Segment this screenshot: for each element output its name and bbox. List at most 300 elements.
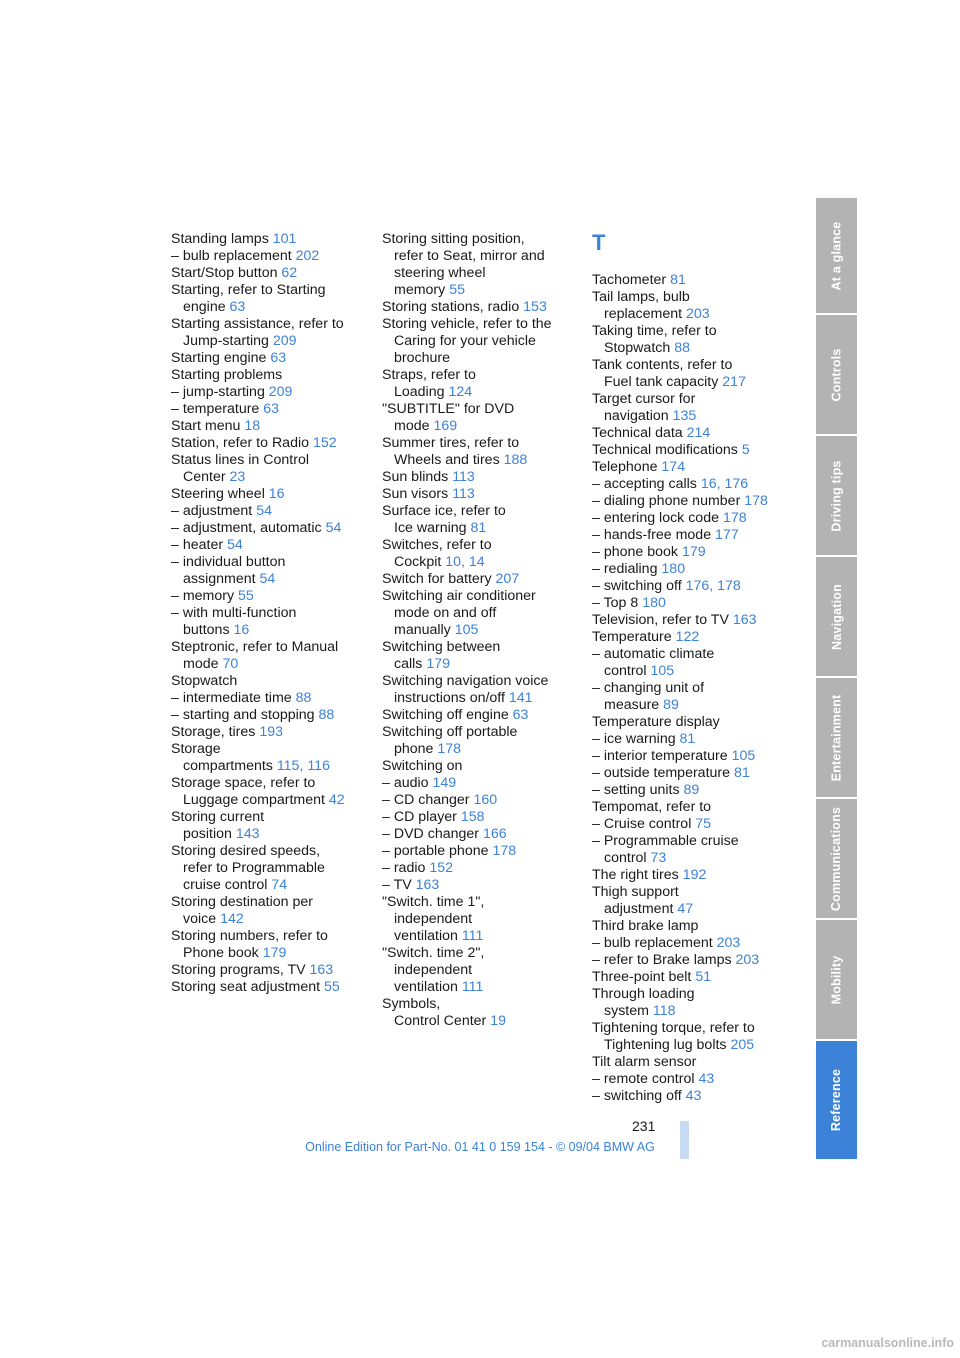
index-entry xyxy=(382,894,582,911)
page-ref-link[interactable]: 47 xyxy=(677,901,694,917)
index-term: – refer to Brake lamps xyxy=(592,952,736,968)
index-term: Fuel tank capacity xyxy=(604,374,723,390)
index-entry xyxy=(171,928,371,945)
page-ref-link[interactable]: 176 xyxy=(685,578,710,594)
page-ref-link[interactable]: 55 xyxy=(449,282,465,298)
index-entry xyxy=(382,571,582,588)
index-entry xyxy=(382,350,582,367)
page-ref-link[interactable]: 54 xyxy=(227,537,243,553)
index-entry xyxy=(592,833,792,850)
index-entry xyxy=(382,775,582,792)
page-ref-link[interactable]: 89 xyxy=(683,782,700,798)
index-entry xyxy=(592,442,792,459)
page-ref-link[interactable]: 81 xyxy=(733,765,750,781)
page-ref-link[interactable]: 217 xyxy=(722,374,746,390)
index-term: Switching off portable xyxy=(382,724,518,740)
index-term: Switch for battery xyxy=(382,571,496,587)
index-term: Station, refer to Radio xyxy=(171,435,313,451)
page-ref-link[interactable]: 75 xyxy=(695,816,712,832)
index-entry xyxy=(382,537,582,554)
side-tab-label: Navigation xyxy=(829,583,844,650)
side-tab-label: Entertainment xyxy=(829,694,844,781)
index-entry xyxy=(171,571,371,588)
index-entry xyxy=(592,595,792,612)
index-term: Storing vehicle, refer to the xyxy=(382,316,552,332)
index-entry xyxy=(382,741,582,758)
index-term: Storage xyxy=(171,741,221,757)
page-ref-link[interactable]: 180 xyxy=(661,561,686,577)
index-term: "Switch. time 2", xyxy=(382,945,485,961)
index-entry xyxy=(592,799,792,816)
index-entry xyxy=(592,1088,792,1105)
page-ref-link[interactable]: 54 xyxy=(256,503,272,519)
index-term: Jump-starting xyxy=(183,333,273,349)
index-entry xyxy=(382,435,582,452)
index-entry xyxy=(592,391,792,408)
index-term: replacement xyxy=(604,306,687,322)
page-ref-link[interactable]: 141 xyxy=(508,690,533,706)
index-term: Starting assistance, refer to xyxy=(171,316,344,332)
page-ref-link[interactable]: 23 xyxy=(229,469,246,485)
index-term: Sun visors xyxy=(382,486,453,502)
index-term: Storing numbers, refer to xyxy=(171,928,328,944)
index-entry xyxy=(171,231,371,248)
index-entry xyxy=(171,435,371,452)
index-entry xyxy=(592,612,792,629)
index-term: voice xyxy=(183,911,221,927)
index-entry xyxy=(382,401,582,418)
side-tabs xyxy=(816,198,857,1161)
page-ref-link[interactable]: 203 xyxy=(716,935,741,951)
index-entry xyxy=(382,911,582,928)
index-term: – changing unit of xyxy=(592,680,705,696)
index-term: – ice warning xyxy=(592,731,680,747)
page-ref-link[interactable]: 73 xyxy=(650,850,667,866)
side-tab-label: Reference xyxy=(829,1068,844,1132)
index-column-2 xyxy=(382,231,582,1030)
index-entry xyxy=(382,758,582,775)
index-term: Telephone xyxy=(592,459,662,475)
page-ref-link[interactable]: 70 xyxy=(222,656,239,672)
index-term: compartments xyxy=(183,758,277,774)
page-ref-link[interactable]: 158 xyxy=(460,809,485,825)
index-entry xyxy=(382,979,582,996)
index-term: Tank contents, refer to xyxy=(592,357,733,373)
page-ref-link[interactable]: 178 xyxy=(492,843,517,859)
index-term: Starting, refer to Starting xyxy=(171,282,326,298)
page-ref-link[interactable]: 177 xyxy=(715,527,739,543)
index-term: Temperature xyxy=(592,629,676,645)
page-ref-separator: , xyxy=(716,476,725,492)
index-entry xyxy=(171,520,371,537)
index-term: Switching air conditioner xyxy=(382,588,536,604)
index-entry xyxy=(171,741,371,758)
side-tab-driving-tips[interactable] xyxy=(816,436,857,557)
index-entry xyxy=(382,452,582,469)
index-entry xyxy=(592,476,792,493)
index-entry xyxy=(592,289,792,306)
index-entry xyxy=(592,1071,792,1088)
page-ref-link[interactable]: 118 xyxy=(652,1003,676,1019)
index-entry xyxy=(382,656,582,673)
page-ref-link[interactable]: 203 xyxy=(735,952,760,968)
page-ref-link[interactable]: 207 xyxy=(495,571,520,587)
index-term: Control Center xyxy=(394,1013,491,1029)
index-entry xyxy=(171,826,371,843)
page-ref-link[interactable]: 179 xyxy=(681,544,706,560)
page-ref-link[interactable]: 152 xyxy=(429,860,453,876)
index-entry xyxy=(592,1003,792,1020)
page-ref-link[interactable]: 88 xyxy=(674,340,690,356)
index-entry xyxy=(171,282,371,299)
index-term: independent xyxy=(394,962,473,978)
index-entry xyxy=(592,578,792,595)
index-term: Steering wheel xyxy=(171,486,269,502)
page-ref-link[interactable]: 203 xyxy=(686,306,710,322)
index-term: brochure xyxy=(394,350,450,366)
index-term: – with multi-function xyxy=(171,605,297,621)
side-tab-label: Mobility xyxy=(829,955,844,1004)
index-term: Storing destination per xyxy=(171,894,313,910)
page-ref-link[interactable]: 55 xyxy=(324,979,340,995)
index-term: Switches, refer to xyxy=(382,537,492,553)
index-entry xyxy=(382,707,582,724)
page-ref-link[interactable]: 163 xyxy=(415,877,440,893)
index-entry xyxy=(171,554,371,571)
index-entry xyxy=(171,503,371,520)
page-ref-link[interactable]: 209 xyxy=(268,384,293,400)
index-entry xyxy=(171,367,371,384)
page-ref-link[interactable]: 178 xyxy=(437,741,462,757)
index-term: system xyxy=(604,1003,653,1019)
page-ref-link[interactable]: 105 xyxy=(731,748,756,764)
index-term: – remote control xyxy=(592,1071,699,1087)
index-entry xyxy=(171,469,371,486)
index-term: calls xyxy=(394,656,427,672)
page-ref-link[interactable]: 142 xyxy=(220,911,244,927)
index-entry xyxy=(382,231,582,248)
index-entry xyxy=(171,962,371,979)
index-entry xyxy=(171,843,371,860)
index-term: adjustment xyxy=(604,901,678,917)
page-ref-link[interactable]: 43 xyxy=(685,1088,702,1104)
index-entry xyxy=(382,503,582,520)
index-term: – entering lock code xyxy=(592,510,723,526)
page-ref-link[interactable]: 188 xyxy=(503,452,528,468)
page-ref-link[interactable]: 19 xyxy=(490,1013,506,1029)
watermark: carmanualsonline.info xyxy=(821,1336,954,1350)
index-term: position xyxy=(183,826,236,842)
side-tab-label: Communications xyxy=(829,806,844,911)
index-term: mode xyxy=(394,418,434,434)
index-entry xyxy=(171,350,371,367)
index-entry xyxy=(592,561,792,578)
index-term: Symbols, xyxy=(382,996,441,1012)
page-ref-link[interactable]: 153 xyxy=(523,299,547,315)
page-ref-link[interactable]: 149 xyxy=(432,775,457,791)
index-term: – audio xyxy=(382,775,433,791)
index-entry xyxy=(592,714,792,731)
index-entry xyxy=(171,877,371,894)
section-letter: T xyxy=(592,230,606,255)
index-term: Three-point belt xyxy=(592,969,696,985)
index-entry xyxy=(382,282,582,299)
index-entry xyxy=(382,792,582,809)
page-ref-link[interactable]: 55 xyxy=(238,588,254,604)
index-entry xyxy=(171,333,371,350)
page-ref-link[interactable]: 202 xyxy=(295,248,320,264)
page-number: 231 xyxy=(632,1118,656,1134)
page-ref-link[interactable]: 116 xyxy=(307,758,330,774)
page-ref-link[interactable]: 81 xyxy=(679,731,696,747)
index-term: – CD changer xyxy=(382,792,474,808)
index-entry xyxy=(592,629,792,646)
index-term: – Top 8 xyxy=(592,595,643,611)
index-entry xyxy=(382,316,582,333)
page-ref-link[interactable]: 152 xyxy=(312,435,337,451)
page-ref-link[interactable]: 89 xyxy=(663,697,679,713)
index-entry xyxy=(171,418,371,435)
index-term: Storing programs, TV xyxy=(171,962,310,978)
page-ref-link[interactable]: 16 xyxy=(700,476,717,492)
page-ref-link[interactable]: 115 xyxy=(276,758,300,774)
page-ref-link[interactable]: 54 xyxy=(325,520,342,536)
index-term: Target cursor for xyxy=(592,391,696,407)
index-entry xyxy=(171,316,371,333)
index-term: steering wheel xyxy=(394,265,486,281)
index-term: Technical modifications xyxy=(592,442,742,458)
index-term: – radio xyxy=(382,860,430,876)
index-entry xyxy=(382,486,582,503)
side-tab-controls[interactable] xyxy=(816,315,857,436)
page-ref-link[interactable]: 105 xyxy=(650,663,675,679)
side-tab-entertainment[interactable] xyxy=(816,678,857,799)
index-entry xyxy=(171,656,371,673)
index-entry xyxy=(592,816,792,833)
index-term: cruise control xyxy=(183,877,272,893)
index-entry xyxy=(382,333,582,350)
page-ref-link[interactable]: 74 xyxy=(271,877,288,893)
index-term: Luggage compartment xyxy=(183,792,329,808)
index-term: Loading xyxy=(394,384,449,400)
page-ref-link[interactable]: 62 xyxy=(281,265,298,281)
page-ref-link[interactable]: 42 xyxy=(328,792,345,808)
page-ref-link[interactable]: 81 xyxy=(470,520,487,536)
page-ref-link[interactable]: 105 xyxy=(454,622,479,638)
page-ref-link[interactable]: 63 xyxy=(229,299,246,315)
index-entry xyxy=(592,901,792,918)
index-term: measure xyxy=(604,697,664,713)
page-ref-link[interactable]: 81 xyxy=(670,272,686,288)
index-term: refer to Seat, mirror and xyxy=(394,248,545,264)
index-term: "Switch. time 1", xyxy=(382,894,485,910)
page-ref-link[interactable]: 16 xyxy=(233,622,250,638)
index-term: engine xyxy=(183,299,230,315)
page-ref-link[interactable]: 88 xyxy=(295,690,312,706)
index-entry xyxy=(382,928,582,945)
index-entry xyxy=(382,690,582,707)
index-term: Cockpit xyxy=(394,554,446,570)
index-term: Storage space, refer to xyxy=(171,775,316,791)
index-entry xyxy=(382,622,582,639)
page-ref-link[interactable]: 178 xyxy=(717,578,741,594)
index-term: Storing stations, radio xyxy=(382,299,524,315)
index-term: – jump-starting xyxy=(171,384,269,400)
index-term: instructions on/off xyxy=(394,690,509,706)
index-term: Storing seat adjustment xyxy=(171,979,324,995)
index-entry xyxy=(171,588,371,605)
page-ref-link[interactable]: 16 xyxy=(268,486,285,502)
index-term: Wheels and tires xyxy=(394,452,504,468)
index-term: assignment xyxy=(183,571,260,587)
index-column-1 xyxy=(171,231,371,996)
page-ref-link[interactable]: 18 xyxy=(244,418,261,434)
index-term: phone xyxy=(394,741,438,757)
index-term: – automatic climate xyxy=(592,646,715,662)
side-tab-mobility[interactable] xyxy=(816,920,857,1041)
page-ref-link[interactable]: 113 xyxy=(452,469,475,485)
index-entry xyxy=(171,401,371,418)
page-ref-link[interactable]: 160 xyxy=(473,792,498,808)
index-term: – portable phone xyxy=(382,843,493,859)
index-term: Starting problems xyxy=(171,367,283,383)
index-term: Tightening lug bolts xyxy=(604,1037,731,1053)
index-entry xyxy=(382,809,582,826)
page-ref-link[interactable]: 111 xyxy=(461,979,484,995)
index-entry xyxy=(382,673,582,690)
index-entry xyxy=(592,1037,792,1054)
page-ref-separator: , xyxy=(299,758,308,774)
index-entry xyxy=(171,605,371,622)
index-entry xyxy=(171,639,371,656)
page-ref-link[interactable]: 111 xyxy=(461,928,484,944)
index-term: navigation xyxy=(604,408,673,424)
index-term: Stopwatch xyxy=(171,673,238,689)
index-term: Tachometer xyxy=(592,272,671,288)
index-term: – heater xyxy=(171,537,228,553)
side-tab-communications[interactable] xyxy=(816,799,857,920)
index-term: – setting units xyxy=(592,782,684,798)
index-entry xyxy=(382,418,582,435)
index-term: Straps, refer to xyxy=(382,367,476,383)
index-term: Storing current xyxy=(171,809,265,825)
index-entry xyxy=(171,384,371,401)
side-tab-navigation[interactable] xyxy=(816,557,857,678)
index-entry xyxy=(382,945,582,962)
page-ref-link[interactable]: 101 xyxy=(272,231,297,247)
page-ref-link[interactable]: 169 xyxy=(433,418,458,434)
index-entry xyxy=(592,850,792,867)
index-term: – bulb replacement xyxy=(592,935,717,951)
index-entry xyxy=(382,724,582,741)
page-ref-link[interactable]: 180 xyxy=(642,595,666,611)
index-entry xyxy=(171,299,371,316)
index-entry xyxy=(592,272,792,289)
index-entry xyxy=(382,554,582,571)
page-ref-link[interactable]: 193 xyxy=(259,724,283,740)
page-ref-link[interactable]: 166 xyxy=(482,826,507,842)
page-ref-link[interactable]: 135 xyxy=(672,408,697,424)
index-term: Temperature display xyxy=(592,714,720,730)
page-ref-link[interactable]: 113 xyxy=(452,486,475,502)
index-term: – temperature xyxy=(171,401,264,417)
page-ref-link[interactable]: 88 xyxy=(318,707,335,723)
page-ref-link[interactable]: 143 xyxy=(235,826,260,842)
page-ref-link[interactable]: 214 xyxy=(686,425,711,441)
page-ref-separator: , xyxy=(461,554,469,570)
index-entry xyxy=(171,622,371,639)
index-term: Standing lamps xyxy=(171,231,273,247)
page-ref-link[interactable]: 163 xyxy=(309,962,334,978)
index-term: Sun blinds xyxy=(382,469,453,485)
page-ref-separator: , xyxy=(709,578,718,594)
index-term: – starting and stopping xyxy=(171,707,319,723)
index-entry xyxy=(592,697,792,714)
index-term: – CD player xyxy=(382,809,461,825)
index-term: – hands-free mode xyxy=(592,527,716,543)
page-ref-link[interactable]: 163 xyxy=(732,612,757,628)
page-ref-link[interactable]: 178 xyxy=(722,510,747,526)
index-entry xyxy=(592,544,792,561)
index-entry xyxy=(382,605,582,622)
page-ref-link[interactable]: 63 xyxy=(512,707,529,723)
page-ref-link[interactable]: 54 xyxy=(259,571,276,587)
index-entry xyxy=(382,384,582,401)
page-ref-link[interactable]: 43 xyxy=(698,1071,715,1087)
index-term: control xyxy=(604,850,651,866)
page-ref-link[interactable]: 179 xyxy=(426,656,450,672)
page-ref-link[interactable]: 122 xyxy=(675,629,700,645)
index-term: The right tires xyxy=(592,867,683,883)
page-ref-link[interactable]: 14 xyxy=(468,554,485,570)
index-term: – switching off xyxy=(592,1088,686,1104)
page-ref-link[interactable]: 192 xyxy=(682,867,707,883)
index-term: – accepting calls xyxy=(592,476,701,492)
index-entry xyxy=(382,299,582,316)
index-entry xyxy=(171,265,371,282)
side-tab-at-a-glance[interactable] xyxy=(816,198,857,315)
page-ref-link[interactable]: 51 xyxy=(695,969,712,985)
page-ref-link[interactable]: 63 xyxy=(263,401,280,417)
page-ref-link[interactable]: 5 xyxy=(741,442,750,458)
page-ref-link[interactable]: 10 xyxy=(445,554,462,570)
index-entry xyxy=(592,867,792,884)
page-ref-link[interactable]: 179 xyxy=(262,945,287,961)
page-ref-link[interactable]: 205 xyxy=(730,1037,755,1053)
index-entry xyxy=(171,979,371,996)
index-entry xyxy=(382,248,582,265)
page-ref-link[interactable]: 178 xyxy=(744,493,768,509)
index-term: mode on and off xyxy=(394,605,497,621)
index-term: Start menu xyxy=(171,418,245,434)
index-term: Switching navigation voice xyxy=(382,673,549,689)
index-entry xyxy=(592,918,792,935)
index-term: – adjustment, automatic xyxy=(171,520,326,536)
page-ref-link[interactable]: 209 xyxy=(272,333,297,349)
page-ref-link[interactable]: 63 xyxy=(270,350,287,366)
index-entry xyxy=(592,527,792,544)
index-term: – dialing phone number xyxy=(592,493,745,509)
index-term: Center xyxy=(183,469,230,485)
page-ref-link[interactable]: 176 xyxy=(724,476,749,492)
index-entry xyxy=(592,1054,792,1071)
page-ref-link[interactable]: 174 xyxy=(661,459,686,475)
index-term: "SUBTITLE" for DVD xyxy=(382,401,515,417)
page-ref-link[interactable]: 124 xyxy=(448,384,473,400)
index-entry xyxy=(592,323,792,340)
index-term: Summer tires, refer to xyxy=(382,435,520,451)
index-entry xyxy=(171,792,371,809)
